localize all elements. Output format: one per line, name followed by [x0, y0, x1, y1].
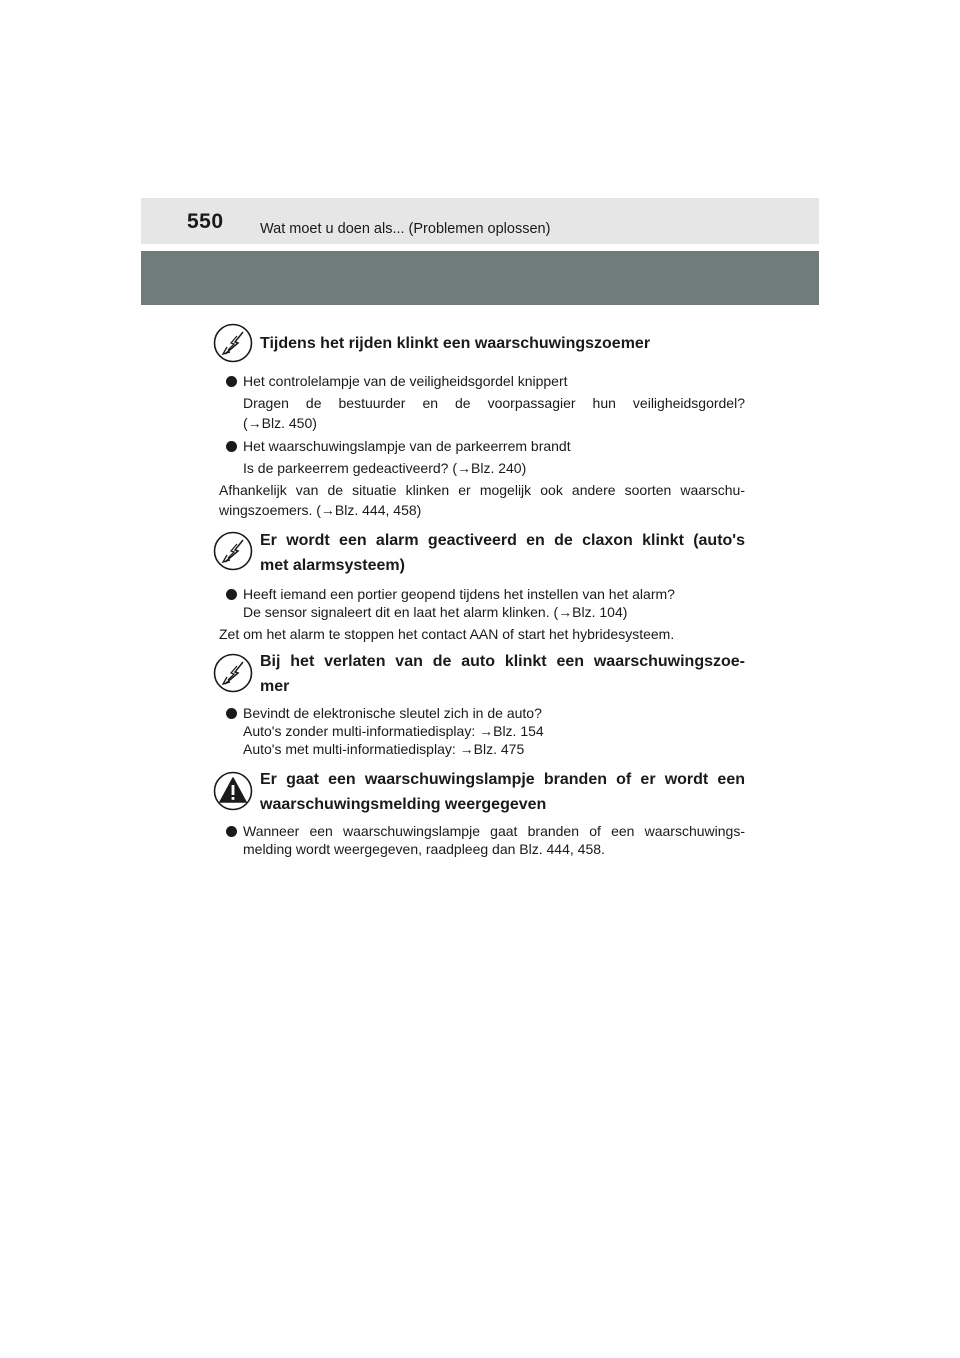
bullet-heading-parking-brake: Het waarschuwingslampje van de parkeerrem brandt: [243, 438, 571, 454]
bullet-marker: [226, 826, 237, 837]
bullet-text-seatbelt: Dragen de bestuurder en de voorpassagier hun veiligheidsgordel?: [243, 395, 745, 411]
section-title-warning-light: Er gaat een waarschuwingslampje branden of er wordt een: [260, 771, 745, 788]
chapter-title: Wat moet u doen als... (Problemen oplossen): [260, 221, 551, 237]
bullet-text-alarm-cont: De sensor signaleert dit en laat het alarm klinken. (→Blz. 104): [243, 604, 628, 620]
bullet-text-alarm: Heeft iemand een portier geopend tijdens het instellen van het alarm?: [243, 586, 675, 602]
bullet-text-key-display: Auto's met multi-informatiedisplay: →Blz. 475: [243, 741, 525, 757]
section-title-alarm-cont: met alarmsysteem): [260, 557, 405, 574]
bullet-marker: [226, 376, 237, 387]
bullet-text-parking-brake: Is de parkeerrem gedeactiveerd? (→Blz. 240): [243, 460, 527, 476]
bullet-text-key-no-display: Auto's zonder multi-informatiedisplay: →Blz. 154: [243, 723, 544, 739]
section-banner: [141, 251, 819, 305]
bullet-marker: [226, 441, 237, 452]
bullet-text-warning-cont: melding wordt weergegeven, raadpleeg dan Blz. 444, 458.: [243, 841, 605, 857]
bullet-marker: [226, 589, 237, 600]
wrench-lightning-icon: [213, 323, 253, 363]
wrench-lightning-icon: [213, 653, 253, 693]
section-title-leaving-car: Bij het verlaten van de auto klinkt een waarschuwingszoe-: [260, 653, 745, 670]
page-reference: (→Blz. 450): [243, 415, 317, 431]
section-title-driving-buzzer: Tijdens het rijden klinkt een waarschuwingszoemer: [260, 335, 651, 352]
section-title-leaving-car-cont: mer: [260, 678, 290, 695]
section-title-alarm: Er wordt een alarm geactiveerd en de claxon klinkt (auto's: [260, 532, 745, 549]
note-text-buzzers: Afhankelijk van de situatie klinken er mogelijk ook andere soorten waarschu-: [219, 482, 745, 498]
bullet-marker: [226, 708, 237, 719]
page-number: 550: [187, 210, 224, 233]
bullet-text-key: Bevindt de elektronische sleutel zich in de auto?: [243, 705, 542, 721]
section-title-warning-light-cont: waarschuwingsmelding weergegeven: [260, 796, 547, 813]
bullet-text-warning: Wanneer een waarschuwingslampje gaat branden of een waarschuwings-: [243, 823, 745, 839]
note-text-alarm: Zet om het alarm te stoppen het contact AAN of start het hybridesysteem.: [219, 626, 675, 642]
note-text-buzzers-cont: wingszoemers. (→Blz. 444, 458): [219, 502, 422, 518]
bullet-heading-seatbelt: Het controlelampje van de veiligheidsgordel knippert: [243, 373, 568, 389]
wrench-lightning-icon: [213, 531, 253, 571]
warning-triangle-icon: [213, 771, 253, 811]
